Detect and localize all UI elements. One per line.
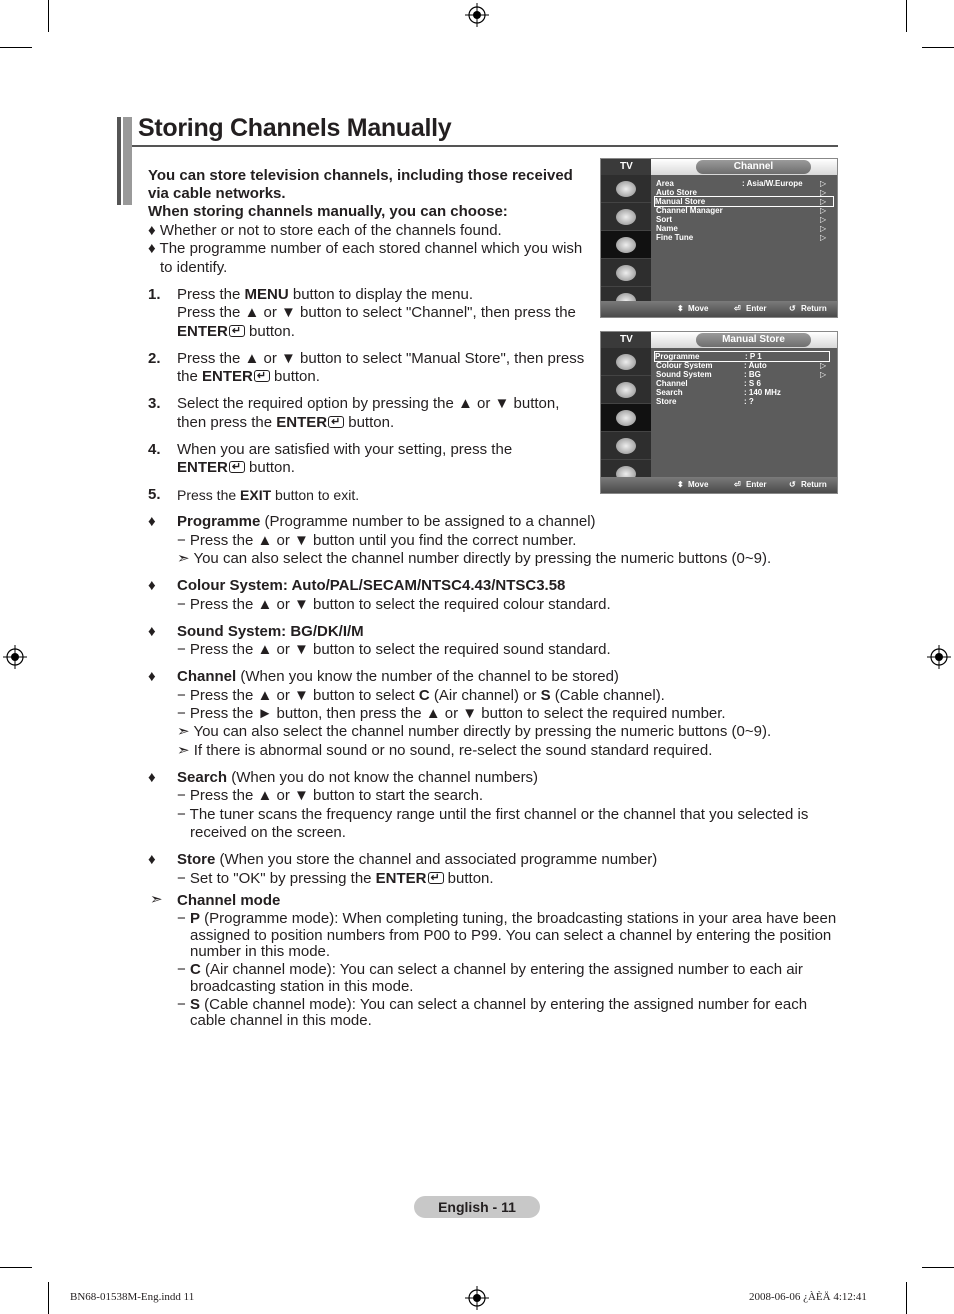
step-number: 2.: [148, 350, 161, 367]
move-icon: ⬍: [677, 304, 684, 313]
step-text: ENTER↵ button.: [177, 459, 295, 477]
osd-title: Manual Store: [696, 333, 811, 347]
crop-mark: [906, 1282, 907, 1314]
crop-mark: [48, 0, 49, 32]
enter-icon: [254, 370, 270, 382]
step-text: Press the ▲ or ▼ button to select "Manual Store", then press: [177, 350, 585, 367]
osd-footer-move: Move: [688, 304, 709, 313]
osd-row: Auto Store ▷: [656, 188, 827, 197]
file-slug: BN68-01538M-Eng.indd 11: [70, 1291, 195, 1303]
intro-text: You can store television channels, including those received: [148, 167, 573, 184]
step-number: 3.: [148, 395, 161, 412]
enter-icon: [229, 461, 245, 473]
osd-tv-label: TV: [601, 332, 651, 348]
sound-icon: [601, 376, 651, 404]
osd-row: Sort ▷: [656, 215, 827, 224]
step-text: the ENTER↵ button.: [177, 368, 320, 386]
option-note: ➣ If there is abnormal sound or no sound, re-select the sound standard required.: [177, 742, 713, 759]
channel-icon: [601, 231, 651, 259]
option-bullet: ♦: [148, 623, 156, 640]
intro-text: When storing channels manually, you can choose:: [148, 203, 508, 220]
sound-icon: [601, 203, 651, 231]
step-text: Press the MENU button to display the menu.: [177, 286, 473, 303]
channel-mode-text: cable channel in this mode.: [190, 1012, 372, 1029]
registration-mark-icon: [465, 3, 489, 27]
option-note: ➣ You can also select the channel number directly by pressing the numeric buttons (0~9).: [177, 723, 772, 740]
osd-channel-menu: [600, 158, 838, 318]
crop-mark: [906, 0, 907, 32]
setup-icon: [601, 432, 651, 460]
osd-sidebar: [601, 348, 651, 479]
enter-icon: [428, 872, 444, 884]
osd-tv-label: TV: [601, 159, 651, 175]
intro-bullet: ♦ Whether or not to store each of the channels found.: [148, 222, 502, 239]
dash-glyph: −: [177, 910, 186, 927]
page-number-badge: English - 11: [414, 1196, 540, 1218]
note-arrow-icon: ➣: [150, 891, 163, 908]
channel-mode-text: broadcasting station in this mode.: [190, 978, 414, 995]
osd-row: Colour System : Auto ▷: [656, 361, 827, 370]
channel-mode-text: S (Cable channel mode): You can select a channel by entering the assigned number for each: [190, 996, 808, 1013]
osd-row: Sound System : BG ▷: [656, 370, 827, 379]
setup-icon: [601, 259, 651, 287]
title-accent-bar: [117, 117, 121, 205]
picture-icon: [601, 348, 651, 376]
option-text: − The tuner scans the frequency range until the first channel or the channel that you selected is: [177, 806, 809, 823]
intro-text: via cable networks.: [148, 185, 286, 202]
step-text: ENTER↵ button.: [177, 323, 295, 341]
osd-row: Store : ?: [656, 397, 754, 406]
title-underline: [132, 145, 838, 147]
osd-row-selected: Manual Store ▷: [655, 197, 833, 206]
osd-row: Channel : S 6: [656, 379, 761, 388]
return-icon: ↺: [789, 480, 796, 489]
osd-row-selected: Programme : P 1: [655, 352, 829, 361]
picture-icon: [601, 175, 651, 203]
step-number: 1.: [148, 286, 161, 303]
step-text: Press the EXIT button to exit.: [177, 487, 360, 503]
option-bullet: ♦: [148, 769, 156, 786]
osd-row: Area : Asia/W.Europe ▷: [656, 179, 827, 188]
option-bullet: ♦: [148, 668, 156, 685]
dash-glyph: −: [177, 961, 186, 978]
osd-list: [651, 348, 837, 479]
dash-glyph: −: [177, 996, 186, 1013]
crop-mark: [48, 1282, 49, 1314]
option-text: received on the screen.: [190, 824, 346, 841]
crop-mark: [922, 47, 954, 48]
option-heading: Sound System: BG/DK/I/M: [177, 623, 364, 640]
option-text: − Press the ▲ or ▼ button to start the search.: [177, 787, 484, 804]
step-text: When you are satisfied with your setting, press the: [177, 441, 513, 458]
crop-mark: [0, 1267, 32, 1268]
osd-manual-store-menu: [600, 331, 838, 494]
osd-footer-return: Return: [801, 304, 827, 313]
enter-icon: ⏎: [734, 480, 741, 489]
option-bullet: ♦: [148, 851, 156, 868]
osd-footer: [601, 477, 837, 493]
osd-row: Name ▷: [656, 224, 827, 233]
step-text: Press the ▲ or ▼ button to select "Channel", then press the: [177, 304, 576, 321]
return-icon: ↺: [789, 304, 796, 313]
intro-bullet: ♦ The programme number of each stored channel which you wish: [148, 240, 583, 257]
option-text: − Set to "OK" by pressing the ENTER↵ button.: [177, 870, 494, 888]
registration-mark-icon: [465, 1286, 489, 1310]
enter-icon: [328, 416, 344, 428]
date-slug: 2008-06-06 ¿ÀÈÄ 4:12:41: [749, 1291, 867, 1303]
option-text: − Press the ► button, then press the ▲ or ▼ button to select the required number.: [177, 705, 726, 722]
osd-sidebar: [601, 175, 651, 303]
registration-mark-icon: [927, 645, 951, 669]
option-note: ➣ You can also select the channel number directly by pressing the numeric buttons (0~9).: [177, 550, 772, 567]
option-heading: Programme (Programme number to be assigned to a channel): [177, 513, 596, 530]
crop-mark: [0, 47, 32, 48]
option-bullet: ♦: [148, 577, 156, 594]
osd-title: Channel: [696, 160, 811, 174]
intro-bullet: to identify.: [160, 259, 228, 276]
osd-row: Search : 140 MHz: [656, 388, 781, 397]
title-accent-bar: [123, 117, 132, 205]
option-heading: Search (When you do not know the channel numbers): [177, 769, 539, 786]
enter-icon: [229, 325, 245, 337]
channel-icon: [601, 404, 651, 432]
option-heading: Store (When you store the channel and associated programme number): [177, 851, 658, 868]
option-heading: Channel (When you know the number of the channel to be stored): [177, 668, 619, 685]
page-title: Storing Channels Manually: [138, 114, 452, 142]
channel-mode-text: C (Air channel mode): You can select a channel by entering the assigned number to each air: [190, 961, 803, 978]
step-text: then press the ENTER↵ button.: [177, 414, 394, 432]
channel-mode-text: assigned to position numbers from P00 to P99. You can select a channel by entering the position: [190, 927, 832, 944]
osd-footer-enter: Enter: [746, 304, 767, 313]
osd-list: [651, 175, 837, 303]
osd-row: Fine Tune ▷: [656, 233, 827, 242]
enter-icon: ⏎: [734, 304, 741, 313]
option-text: − Press the ▲ or ▼ button to select the required colour standard.: [177, 596, 611, 613]
channel-mode-text: P (Programme mode): When completing tuning, the broadcasting stations in your area have been: [190, 910, 837, 927]
osd-row: Channel Manager ▷: [656, 206, 827, 215]
channel-mode-heading: Channel mode: [177, 892, 281, 909]
osd-footer-enter: Enter: [746, 480, 767, 489]
channel-mode-text: number in this mode.: [190, 943, 331, 960]
osd-footer-move: Move: [688, 480, 709, 489]
option-heading: Colour System: Auto/PAL/SECAM/NTSC4.43/NTSC3.58: [177, 577, 566, 594]
option-text: − Press the ▲ or ▼ button to select C (Air channel) or S (Cable channel).: [177, 687, 665, 704]
option-bullet: ♦: [148, 513, 156, 530]
step-number: 4.: [148, 441, 161, 458]
registration-mark-icon: [3, 645, 27, 669]
option-text: − Press the ▲ or ▼ button to select the required sound standard.: [177, 641, 611, 658]
step-number: 5.: [148, 486, 161, 503]
crop-mark: [922, 1267, 954, 1268]
option-text: − Press the ▲ or ▼ button until you find the correct number.: [177, 532, 577, 549]
osd-footer-return: Return: [801, 480, 827, 489]
step-text: Select the required option by pressing the ▲ or ▼ button,: [177, 395, 560, 412]
move-icon: ⬍: [677, 480, 684, 489]
osd-footer: [601, 301, 837, 317]
